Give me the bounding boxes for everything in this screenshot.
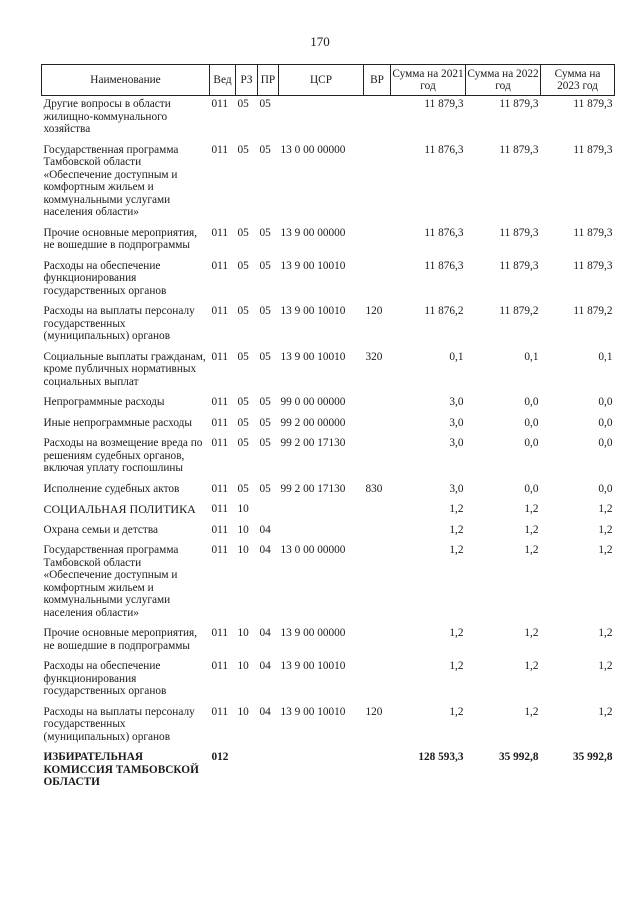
cell-name: Расходы на возмещение вреда по решениям судебных органов, включая уплату госпошлины — [43, 437, 203, 474]
cell-ved: 012 — [211, 751, 229, 763]
cell-csr — [279, 522, 364, 543]
table-row — [42, 96, 615, 142]
cell-sum-2021: 3,0 — [449, 416, 464, 429]
cell-sum-2021: 1,2 — [449, 660, 464, 672]
header-sum-2022: Сумма на 2022 год — [466, 65, 541, 96]
cell-csr: 13 9 00 10010 — [280, 705, 346, 718]
cell-ved: 011 — [211, 437, 229, 449]
cell-sum-2022: 11 879,3 — [499, 226, 539, 239]
cell-csr: 13 9 00 10010 — [280, 259, 346, 272]
cell-sum-2023: 11 879,2 — [573, 305, 613, 317]
cell-pr: 04 — [259, 627, 271, 639]
cell-sum-2022: 1,2 — [524, 705, 539, 718]
cell-name: Непрограммные расходы — [43, 396, 165, 408]
cell-vr — [364, 142, 391, 225]
cell-csr — [279, 749, 364, 795]
cell-sum-2022: 1,2 — [524, 503, 539, 515]
header-sum-2023: Сумма на 2023 год — [541, 65, 615, 96]
cell-name: Охрана семьи и детства — [43, 523, 159, 536]
cell-csr: 13 9 00 00000 — [280, 226, 346, 239]
table-row — [42, 522, 615, 543]
cell-csr: 99 2 00 17130 — [280, 482, 346, 495]
cell-csr: 13 0 00 00000 — [280, 143, 346, 156]
cell-sum-2021: 128 593,3 — [418, 751, 464, 763]
cell-sum-2023: 11 879,3 — [573, 259, 613, 272]
cell-vr — [364, 96, 391, 142]
cell-sum-2022: 0,0 — [524, 416, 539, 429]
cell-name: СОЦИАЛЬНАЯ ПОЛИТИКА — [43, 502, 196, 516]
cell-csr — [279, 501, 364, 522]
cell-name: Социальные выплаты гражданам, кроме публичных нормативных социальных выплат — [43, 350, 206, 388]
table-row — [42, 415, 615, 436]
cell-vr — [364, 658, 391, 704]
cell-csr: 99 2 00 17130 — [280, 437, 346, 449]
cell-rz: 05 — [237, 226, 249, 239]
cell-ved: 011 — [211, 627, 229, 639]
cell-sum-2023: 1,2 — [598, 660, 613, 672]
cell-sum-2021: 1,2 — [449, 544, 464, 556]
cell-name: Расходы на выплаты персоналу государственных (муниципальных) органов — [43, 305, 195, 342]
header-ved: Вед — [210, 65, 236, 96]
cell-sum-2021: 3,0 — [449, 437, 464, 449]
cell-ved: 011 — [211, 143, 229, 156]
cell-name: Иные непрограммные расходы — [43, 416, 193, 429]
cell-ved: 011 — [211, 98, 229, 110]
cell-sum-2023: 1,2 — [598, 705, 613, 718]
cell-csr: 13 9 00 10010 — [280, 660, 346, 672]
cell-ved: 011 — [211, 660, 229, 672]
cell-rz: 05 — [237, 482, 249, 495]
cell-name: Расходы на обеспечение функционирования государственных органов — [43, 259, 167, 297]
cell-pr — [258, 749, 279, 795]
cell-sum-2022: 11 879,3 — [499, 98, 539, 110]
cell-ved: 011 — [211, 396, 229, 408]
cell-sum-2023: 0,0 — [598, 396, 613, 408]
table-row — [42, 303, 615, 349]
cell-csr: 99 2 00 00000 — [280, 416, 346, 429]
table-row — [42, 258, 615, 304]
cell-ved: 011 — [211, 503, 229, 515]
cell-pr — [258, 501, 279, 522]
cell-pr: 05 — [259, 416, 271, 429]
table-row — [42, 481, 615, 502]
cell-ved: 011 — [211, 523, 229, 536]
cell-csr: 13 0 00 00000 — [280, 544, 346, 556]
cell-sum-2023: 11 879,3 — [573, 98, 613, 110]
cell-pr: 05 — [259, 437, 271, 449]
header-vr: ВР — [364, 65, 391, 96]
cell-rz: 05 — [237, 259, 249, 272]
cell-vr — [364, 625, 391, 658]
cell-sum-2021: 1,2 — [449, 523, 464, 536]
cell-name: Государственная программа Тамбовской области «Обеспечение доступным и комфортным жильем и коммунальными услугами населения области» — [43, 544, 179, 619]
cell-csr: 13 9 00 00000 — [280, 627, 346, 639]
cell-sum-2023: 35 992,8 — [572, 751, 613, 763]
header-sum-2021: Сумма на 2021 год — [391, 65, 466, 96]
cell-ved: 011 — [211, 350, 229, 363]
table-row — [42, 225, 615, 258]
table-row — [42, 542, 615, 625]
table-row — [42, 142, 615, 225]
cell-ved: 011 — [211, 544, 229, 556]
cell-pr: 04 — [259, 544, 271, 556]
cell-name: Прочие основные мероприятия, не вошедшие в подпрограммы — [43, 627, 198, 652]
cell-csr: 99 0 00 00000 — [280, 396, 346, 408]
cell-ved: 011 — [211, 705, 229, 718]
table-body — [42, 96, 615, 795]
cell-vr — [364, 542, 391, 625]
cell-vr — [364, 225, 391, 258]
cell-sum-2023: 1,2 — [598, 523, 613, 536]
cell-csr — [279, 96, 364, 142]
cell-sum-2022: 1,2 — [524, 627, 539, 639]
cell-name: Другие вопросы в области жилищно-коммунального хозяйства — [43, 98, 171, 135]
cell-pr: 05 — [259, 305, 271, 317]
cell-vr: 120 — [365, 305, 383, 317]
cell-name: Прочие основные мероприятия, не вошедшие в подпрограммы — [43, 226, 198, 251]
table-row — [42, 625, 615, 658]
cell-sum-2022: 1,2 — [524, 523, 539, 536]
cell-vr — [364, 501, 391, 522]
cell-sum-2022: 11 879,2 — [499, 305, 539, 317]
cell-vr: 320 — [365, 350, 383, 363]
table-row — [42, 349, 615, 395]
cell-pr: 05 — [259, 350, 271, 363]
cell-vr — [364, 435, 391, 481]
cell-vr — [364, 258, 391, 304]
cell-sum-2021: 11 876,3 — [424, 143, 464, 156]
cell-sum-2021: 3,0 — [449, 396, 464, 408]
cell-name: Исполнение судебных актов — [43, 482, 180, 495]
cell-rz: 05 — [237, 350, 249, 363]
table-row — [42, 435, 615, 481]
cell-ved: 011 — [211, 482, 229, 495]
cell-sum-2023: 0,0 — [598, 482, 613, 495]
cell-pr: 04 — [259, 660, 271, 672]
cell-sum-2022: 35 992,8 — [498, 751, 539, 763]
cell-rz: 05 — [237, 396, 249, 408]
cell-pr: 05 — [259, 259, 271, 272]
cell-sum-2022: 11 879,3 — [499, 143, 539, 156]
cell-csr: 13 9 00 10010 — [280, 305, 346, 317]
cell-vr — [364, 522, 391, 543]
cell-rz: 10 — [237, 503, 249, 515]
table-row — [42, 749, 615, 795]
cell-vr — [364, 415, 391, 436]
cell-pr: 04 — [259, 705, 271, 718]
cell-csr: 13 9 00 10010 — [280, 350, 346, 363]
cell-sum-2021: 11 876,3 — [424, 226, 464, 239]
cell-vr — [364, 394, 391, 415]
table-row — [42, 658, 615, 704]
cell-sum-2022: 1,2 — [524, 544, 539, 556]
cell-pr: 05 — [259, 98, 271, 110]
cell-pr: 05 — [259, 396, 271, 408]
header-rz: РЗ — [236, 65, 258, 96]
cell-sum-2021: 1,2 — [449, 705, 464, 718]
cell-sum-2022: 0,0 — [524, 396, 539, 408]
cell-rz: 10 — [237, 627, 249, 639]
cell-rz: 10 — [237, 660, 249, 672]
cell-sum-2023: 11 879,3 — [573, 143, 613, 156]
cell-vr — [364, 749, 391, 795]
table-row — [42, 704, 615, 750]
cell-rz: 10 — [237, 523, 249, 536]
cell-sum-2021: 11 876,3 — [424, 259, 464, 272]
cell-pr: 05 — [259, 143, 271, 156]
cell-sum-2023: 1,2 — [598, 627, 613, 639]
page-number: 170 — [310, 34, 330, 49]
header-pr: ПР — [258, 65, 279, 96]
header-csr: ЦСР — [279, 65, 364, 96]
cell-rz — [236, 749, 258, 795]
cell-sum-2023: 0,0 — [598, 416, 613, 429]
cell-sum-2021: 0,1 — [449, 350, 464, 363]
cell-sum-2021: 3,0 — [449, 482, 464, 495]
cell-sum-2022: 1,2 — [524, 660, 539, 672]
cell-rz: 10 — [237, 705, 249, 718]
cell-sum-2021: 1,2 — [449, 627, 464, 639]
cell-pr: 05 — [259, 226, 271, 239]
cell-name: Расходы на выплаты персоналу государственных (муниципальных) органов — [43, 705, 195, 743]
cell-ved: 011 — [211, 226, 229, 239]
cell-rz: 05 — [237, 416, 249, 429]
budget-table — [41, 64, 615, 795]
cell-rz: 05 — [237, 437, 249, 449]
cell-ved: 011 — [211, 259, 229, 272]
cell-sum-2021: 1,2 — [449, 503, 464, 515]
cell-rz: 05 — [237, 143, 249, 156]
cell-sum-2023: 0,1 — [598, 350, 613, 363]
table-row — [42, 394, 615, 415]
header-name: Наименование — [42, 65, 210, 96]
cell-sum-2023: 1,2 — [598, 544, 613, 556]
cell-rz: 05 — [237, 305, 249, 317]
cell-sum-2022: 0,0 — [524, 437, 539, 449]
cell-pr: 04 — [259, 523, 271, 536]
cell-vr: 120 — [365, 705, 383, 718]
cell-ved: 011 — [211, 305, 229, 317]
cell-sum-2022: 0,1 — [524, 350, 539, 363]
cell-name: Расходы на обеспечение функционирования государственных органов — [43, 660, 167, 697]
cell-pr: 05 — [259, 482, 271, 495]
cell-vr: 830 — [365, 482, 383, 495]
cell-sum-2023: 0,0 — [598, 437, 613, 449]
cell-sum-2023: 11 879,3 — [573, 226, 613, 239]
cell-sum-2021: 11 876,2 — [424, 305, 464, 317]
cell-rz: 05 — [237, 98, 249, 110]
table-row — [42, 501, 615, 522]
table-header-row — [42, 65, 615, 96]
cell-name: ИЗБИРАТЕЛЬНАЯ КОМИССИЯ ТАМБОВСКОЙ ОБЛАСТИ — [43, 751, 199, 788]
cell-name: Государственная программа Тамбовской области «Обеспечение доступным и комфортным жильем и коммунальными услугами населения области» — [43, 143, 179, 218]
cell-sum-2021: 11 879,3 — [424, 98, 464, 110]
cell-sum-2022: 0,0 — [524, 482, 539, 495]
cell-ved: 011 — [211, 416, 229, 429]
cell-rz: 10 — [237, 544, 249, 556]
cell-sum-2023: 1,2 — [598, 503, 613, 515]
cell-sum-2022: 11 879,3 — [499, 259, 539, 272]
